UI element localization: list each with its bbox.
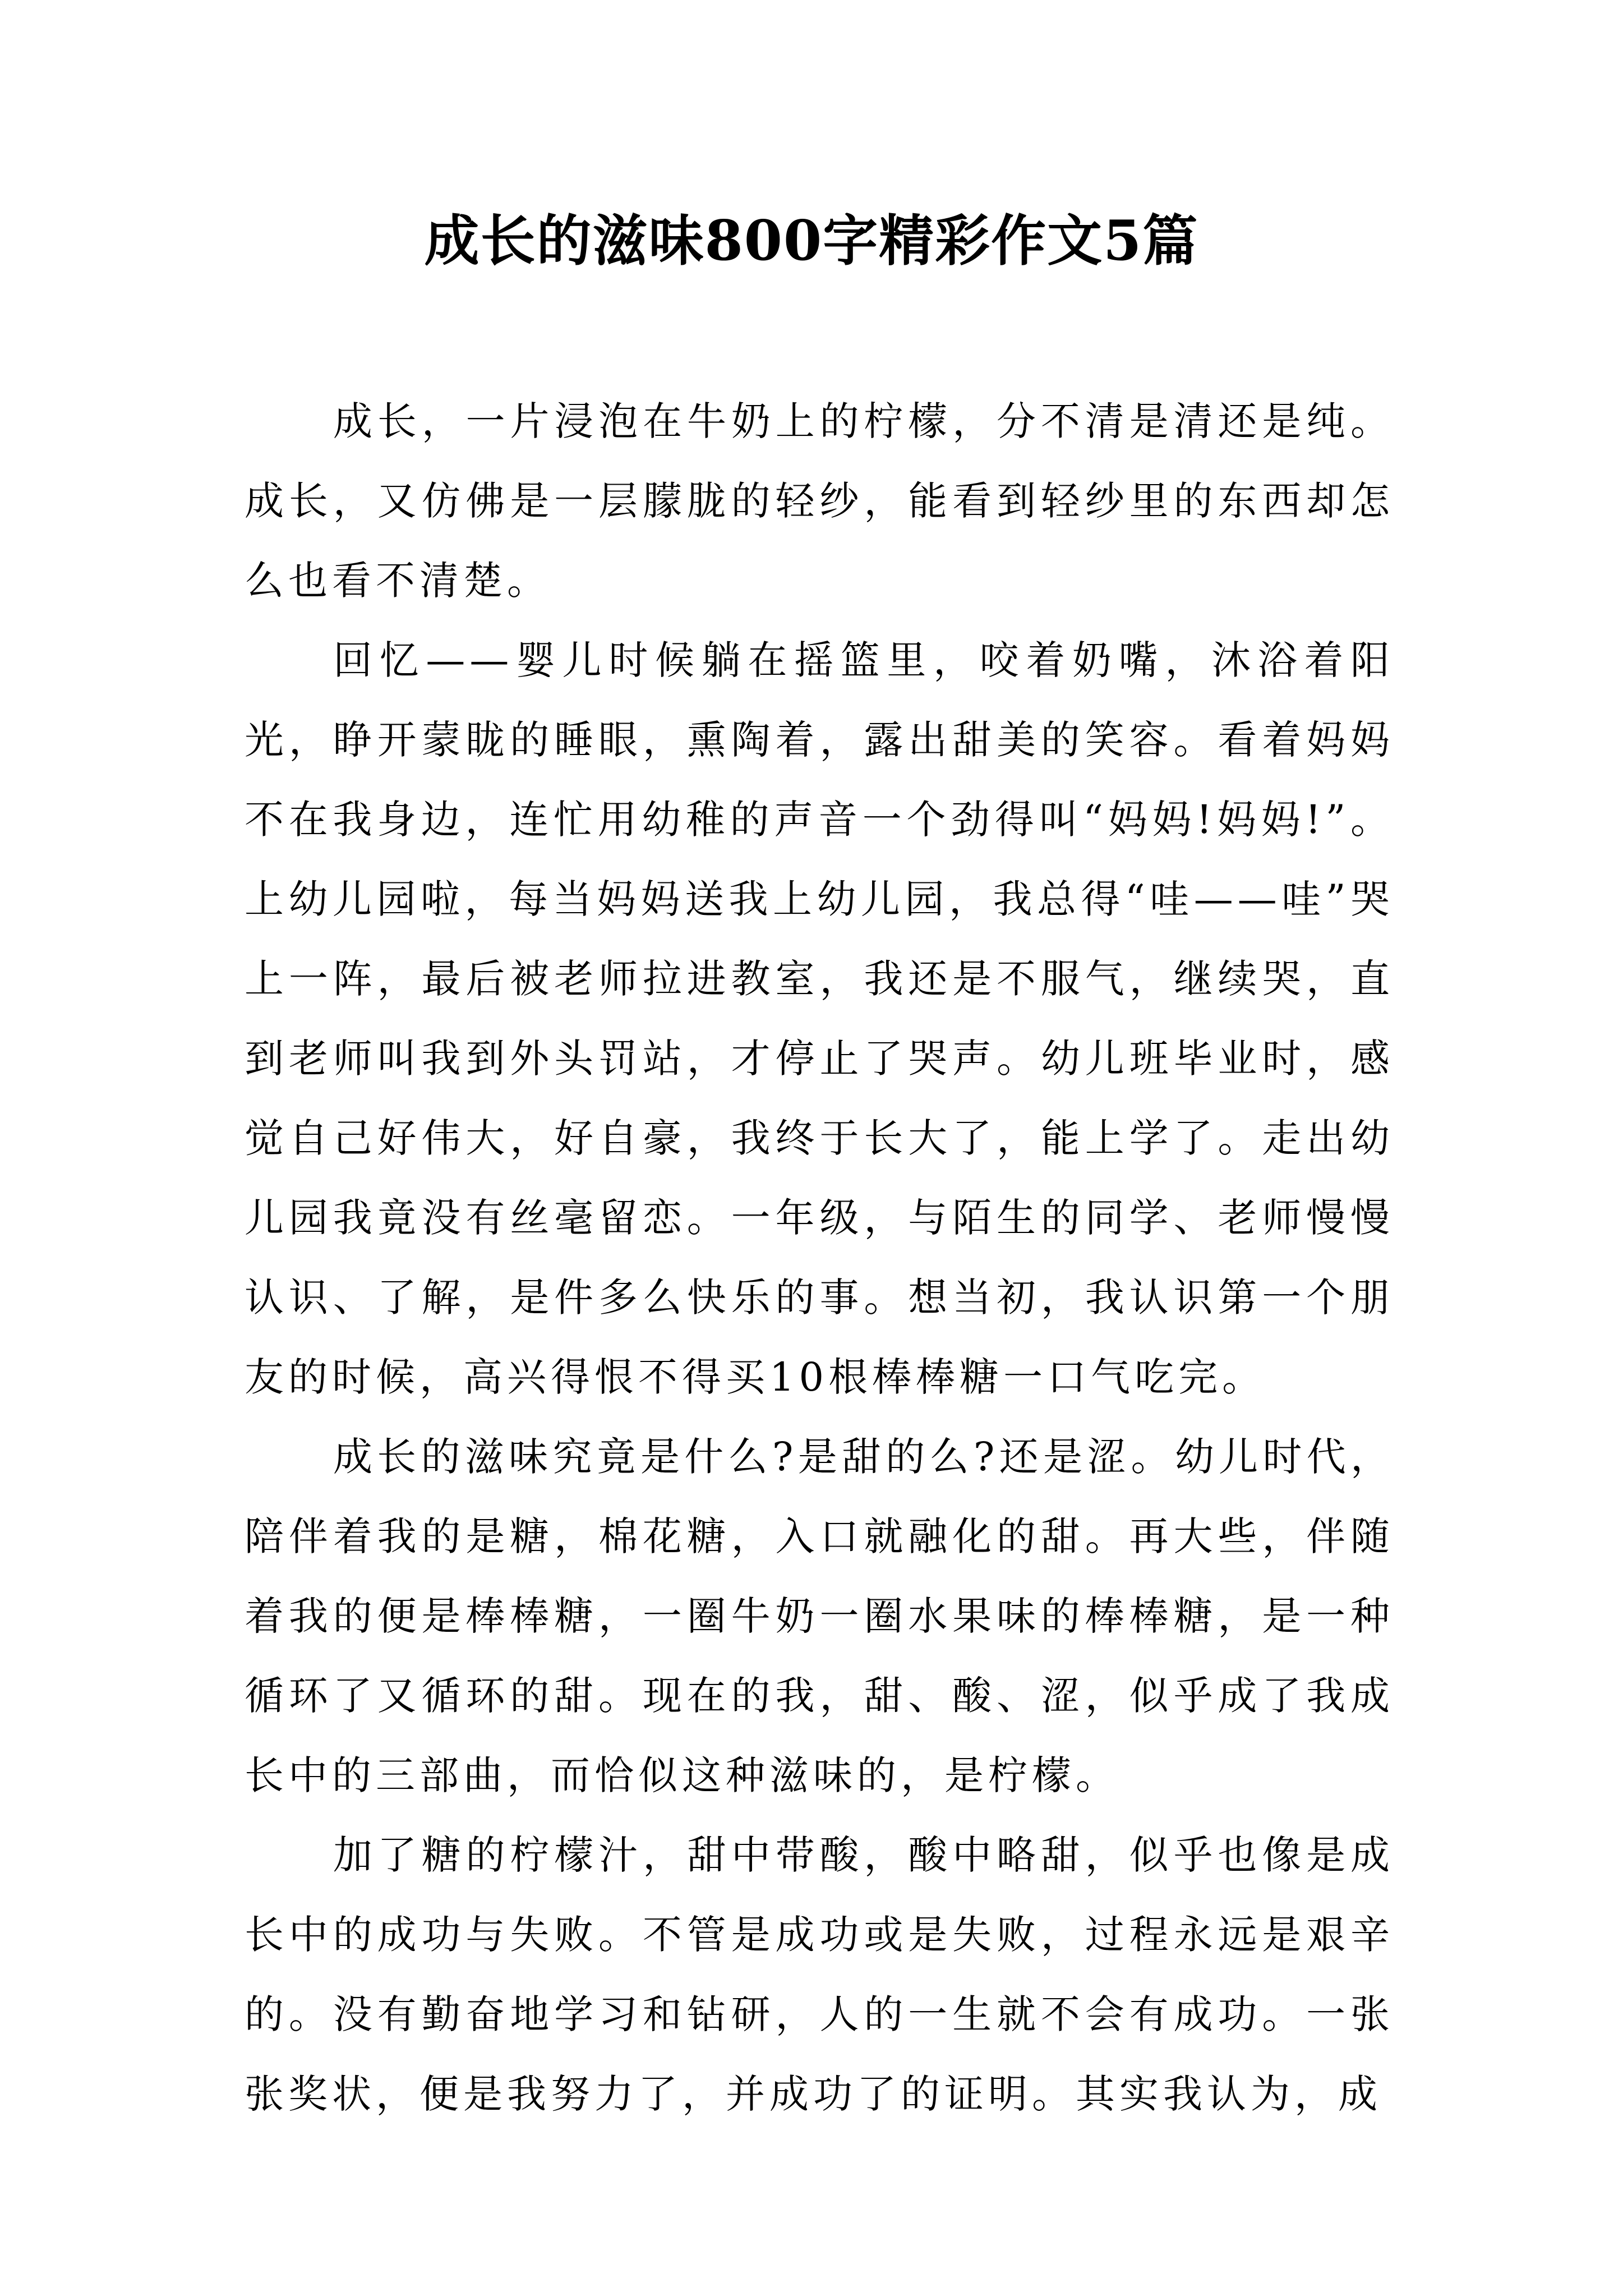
paragraph-4: 加了糖的柠檬汁，甜中带酸，酸中略甜，似乎也像是成长中的成功与失败。不管是成功或是失败，过程永远是艰辛的。没有勤奋地学习和钻研，人的一生就不会有成功。一张张奖状，便是我努力了，并成功了的证明。其实我认为，成 bbox=[245, 1832, 1394, 2117]
essay-body bbox=[245, 381, 1394, 2134]
paragraph-2: 回忆——婴儿时候躺在摇篮里，咬着奶嘴，沐浴着阳光，睁开蒙眬的睡眼，熏陶着，露出甜美的笑容。看着妈妈不在我身边，连忙用幼稚的声音一个劲得叫“妈妈!妈妈!”。上幼儿园啦，每当妈妈送我上幼儿园，我总得“哇——哇”哭上一阵，最后被老师拉进教室，我还是不服气，继续哭，直到老师叫我到外头罚站，才停止了哭声。幼儿班毕业时，感觉自己好伟大，好自豪，我终于长大了，能上学了。走出幼儿园我竟没有丝毫留恋。一年级，与陌生的同学、老师慢慢认识、了解，是件多么快乐的事。想当初，我认识第一个朋友的时候，高兴得恨不得买10根棒棒糖一口气吃完。 bbox=[245, 637, 1394, 1400]
paragraph-1: 成长，一片浸泡在牛奶上的柠檬，分不清是清还是纯。成长，又仿佛是一层朦胧的轻纱，能看到轻纱里的东西却怎么也看不清楚。 bbox=[245, 398, 1394, 604]
paragraph-3: 成长的滋味究竟是什么?是甜的么?还是涩。幼儿时代，陪伴着我的是糖，棉花糖，入口就融化的甜。再大些，伴随着我的便是棒棒糖，一圈牛奶一圈水果味的棒棒糖，是一种循环了又循环的甜。现在的我，甜、酸、涩，似乎成了我成长中的三部曲，而恰似这种滋味的，是柠檬。 bbox=[245, 1434, 1394, 1798]
page-title: 成长的滋味800字精彩作文5篇 bbox=[424, 209, 1199, 273]
